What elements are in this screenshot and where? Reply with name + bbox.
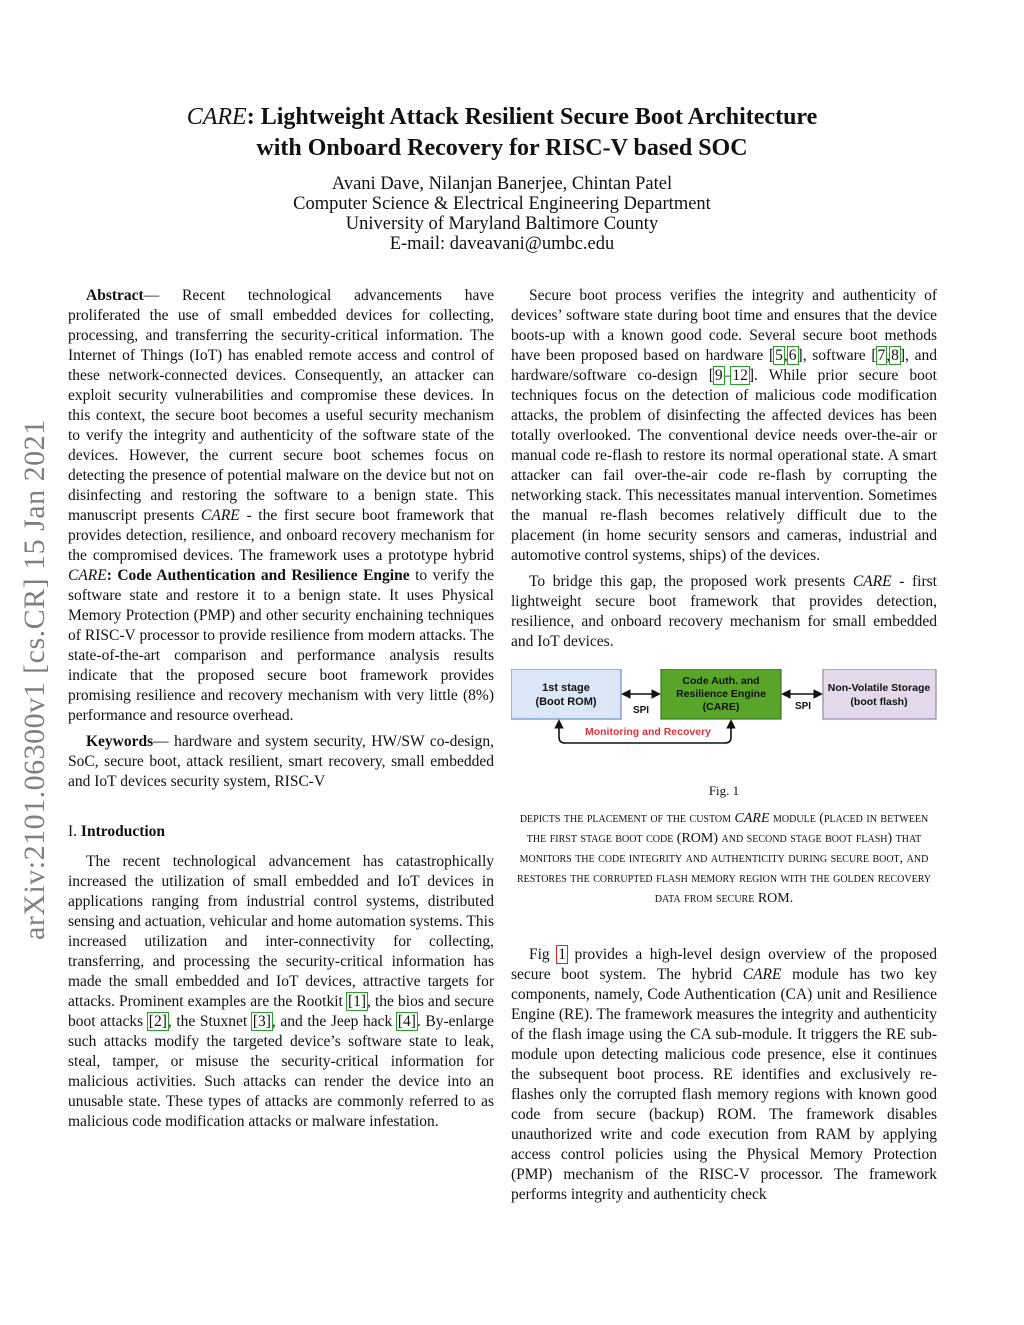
boot-rom-label-1: 1st stage [542,682,590,694]
left-column [68,286,494,1132]
author-email: E-mail: daveavani@umbc.edu [389,234,615,254]
boot-flash-box [823,669,936,719]
title-care: CARE [186,104,247,130]
citation-link[interactable]: 8 [891,347,899,364]
section-heading-introduction: I. Introduction [68,823,166,840]
abstract-label: Abstract [86,287,144,304]
boot-flash-label-2: (boot flash) [850,696,908,708]
author-university: University of Maryland Baltimore County [345,214,659,234]
block-diagram [511,669,937,761]
boot-flash-label-1: Non-Volatile Storage [827,682,931,694]
abstract-paragraph: Abstract— Recent technological advancements have proliferated the use of small embedded devices for collecting, processing, and transferring the security-critical information. The Internet of Things (IoT) has enabled remote access and control of these network-connected devices. Consequently, an attacker can exploit security vulnerabilities and compromise these devices. In this context, the secure boot becomes a useful security mechanism to verify the integrity and authenticity of the software state of the devices. However, the current secure boot schemes focus on detecting the presence of potential malware on the device but not on disinfecting and restoring the software to a benign state. This manuscript presents CARE - the first secure boot framework that provides detection, resilience, and onboard recovery mechanism for the compromised devices. The framework uses a prototype hybrid CARE: Code Authentication and Resilience Engine to verify the software state and restore it to a benign state. It uses Physical Memory Protection (PMP) and other security enchaining techniques of RISC-V processor to provide resilience from modern attacks. The state-of-the-art comparison and performance analysis results indicate that the proposed secure boot framework provides promising resilience and recovery mechanism with very little (8%) performance and resource overhead. [68,287,494,724]
keywords-paragraph: Keywords— hardware and system security, HW/SW co-design, SoC, secure boot, attack resilient, smart recovery, small embedded and IoT devices security system, RISC-V [68,733,494,790]
citation-link[interactable]: 9 [714,367,723,384]
citation-link[interactable]: [1] [347,993,367,1010]
boot-rom-label-2: (Boot ROM) [535,696,597,708]
intro-paragraph: The recent technological advancement has catastrophically increased the utilization of small embedded and IoT devices in applications ranging from industrial control systems, distributed sensing and actuation, vehicular and home automation systems. This increased utilization and inter-connectivity for collecting, transferring, and processing the security-critical information has made the small embedded and IoT devices, attractive targets for attacks. Prominent examples are the Rootkit [1], the bios and secure boot attacks [2], the Stuxnet [3], and the Jeep hack [4]. By-enlarge such attacks modify the targeted device’s software state to leak, steal, tamper, or misuse the security-critical information for malicious activities. Such attacks can render the device into an unusable state. These types of attacks are commonly referred to as malicious code modification attacks or malware infestation. [68,853,494,1130]
citation-link[interactable]: [2] [148,1013,167,1030]
figure-caption: depicts the placement of the custom CARE module (placed in between the first stage boot code (ROM) and second stage boot flash) that monitors the code integrity and authenticity during secure boot, and restores the corrupted flash memory region with the golden recovery data from secure ROM. [516,811,932,906]
author-department: Computer Science & Electrical Engineering Department [293,194,711,214]
author-block [150,174,854,254]
citation-link[interactable]: 5 [775,347,783,364]
right-paragraph-1: Secure boot process verifies the integrity and authenticity of devices’ software state during boot time and ensures that the device boots-up with a known good code. Several secure boot methods have been proposed based on hardware [5,6], software [7,8], and hardware/software co-design [9–12]. While prior secure boot techniques focus on the detection of malicious code modification attacks, the problem of disinfecting the affected devices has been totally overlooked. The conventional device needs over-the-air or manual code re-flash to restore its normal operational state. A smart attacker can fail over-the-air code re-flash by corrupting the networking stack. This necessitates manual intervention. Sometimes the manual re-flash becomes relatively difficult due to the placement (in home security sensors and cameras, industrial and automotive control systems, ships) of the devices. [511,287,937,564]
monitoring-recovery-label: Monitoring and Recovery [584,726,712,738]
care-label-1: Code Auth. and [682,675,760,687]
boot-rom-box [511,669,621,719]
right-paragraph-3: Fig 1 provides a high-level design overview of the proposed secure boot system. The hybrid CARE module has two key components, namely, Code Authentication (CA) unit and Resilience Engine (RE). The framework measures the integrity and authenticity of the flash image using the CA sub-module. It triggers the RE sub-module upon detecting malicious code presence, else it continues the subsequent boot process. RE identifies and exclusively re-flashes only the corrupted flash memory regions with known good code from secure (backup) ROM. The framework disables unauthorized write and code execution from RAM by applying access control policies using the Physical Memory Protection (PMP) mechanism of the RISC-V processor. The framework performs integrity and authenticity check [511,946,937,1203]
figure-label: Fig. 1 [708,783,740,798]
figure-link[interactable]: 1 [558,946,566,963]
figure-1-diagram [511,669,937,761]
right-column [511,286,937,1205]
citation-link[interactable]: 6 [788,347,797,364]
right-paragraph-2: To bridge this gap, the proposed work presents CARE - first lightweight secure boot framework that provides detection, resilience, and onboard recovery mechanism for small embedded and IoT devices. [511,573,937,650]
keywords-label: Keywords [86,733,154,750]
citation-link[interactable]: 12 [732,367,748,384]
care-label-2: Resilience Engine [676,688,766,700]
citation-link[interactable]: 7 [877,347,886,364]
paper-title [100,102,904,164]
spi-label-right: SPI [794,701,812,712]
author-names: Avani Dave, Nilanjan Banerjee, Chintan Patel [331,174,673,194]
spi-label-left: SPI [632,705,650,716]
citation-link[interactable]: [3] [252,1013,271,1030]
title-line1: : Lightweight Attack Resilient Secure Boot Architecture [246,104,818,130]
title-line2: with Onboard Recovery for RISC-V based SOC [256,135,748,161]
citation-link[interactable]: [4] [397,1013,416,1030]
arxiv-stamp: arXiv:2101.06300v1 [cs.CR] 15 Jan 2021 [18,419,51,940]
care-label-3: (CARE) [702,701,740,713]
